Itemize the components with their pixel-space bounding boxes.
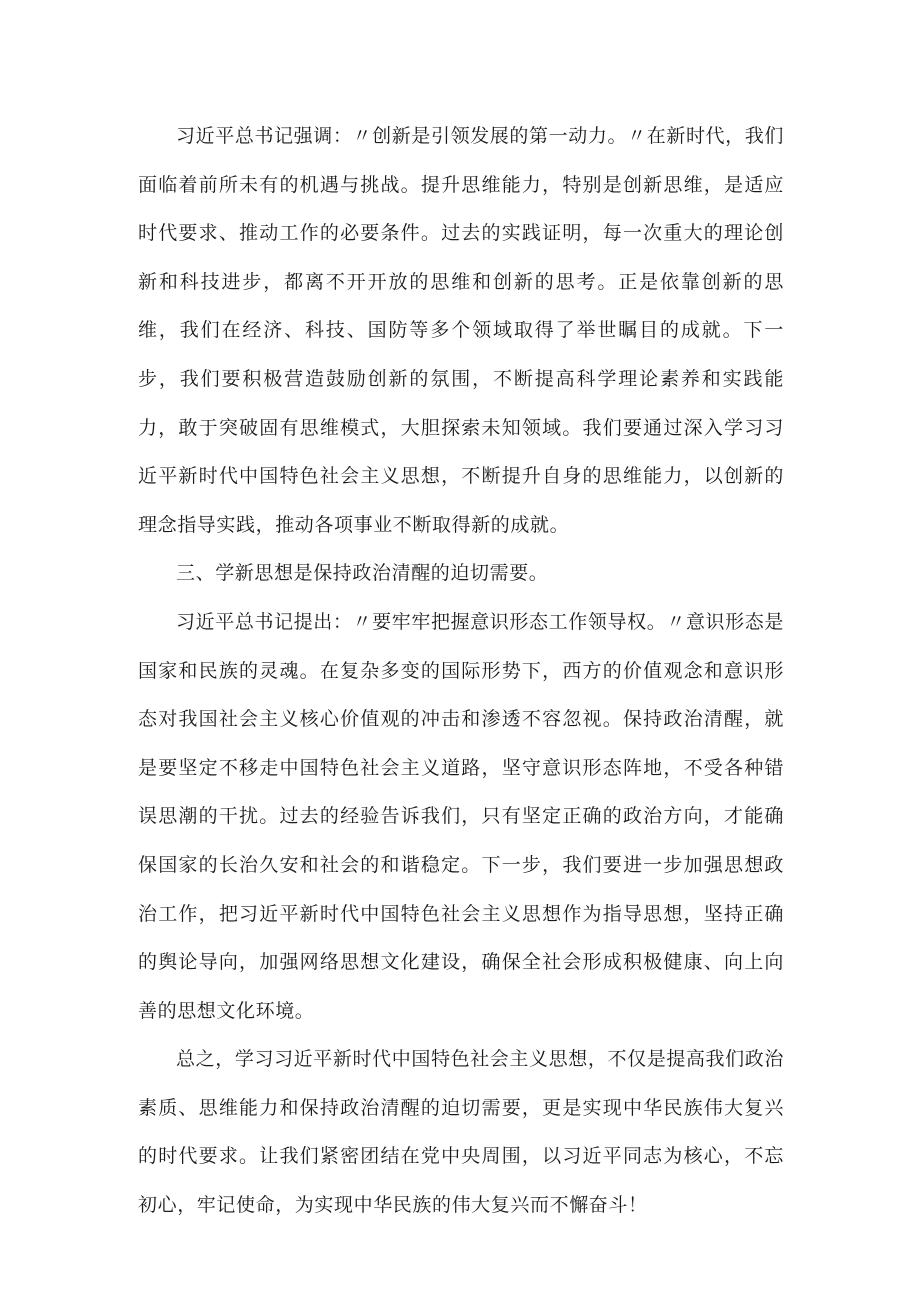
paragraph-conclusion: 总之，学习习近平新时代中国特色社会主义思想，不仅是提高我们政治素质、思维能力和保持政治清醒的迫切需要，更是实现中华民族伟大复兴的时代要求。让我们紧密团结在党中央周围，以习近平同志为核心，不忘初心，牢记使命，为实现中华民族的伟大复兴而不懈奋斗！ bbox=[138, 1048, 784, 1217]
document-body bbox=[138, 112, 784, 1230]
paragraph-ideology: 习近平总书记提出：〃要牢牢把握意识形态工作领导权。〃意识形态是国家和民族的灵魂。在复杂多变的国际形势下，西方的价值观念和意识形态对我国社会主义核心价值观的冲击和渗透不容忽视。保持政治清醒，就是要坚定不移走中国特色社会主义道路，坚守意识形态阵地，不受各种错误思潮的干扰。过去的经验告诉我们，只有坚定正确的政治方向，才能确保国家的长治久安和社会的和谐稳定。下一步，我们要进一步加强思想政治工作，把习近平新时代中国特色社会主义思想作为指导思想，坚持正确的舆论导向，加强网络思想文化建设，确保全社会形成积极健康、向上向善的思想文化环境。 bbox=[138, 610, 784, 1022]
section-heading-political-sobriety: 三、学新思想是保持政治清醒的迫切需要。 bbox=[176, 562, 549, 585]
paragraph-innovation: 习近平总书记强调：〃创新是引领发展的第一动力。〃在新时代，我们面临着前所未有的机遇与挑战。提升思维能力，特别是创新思维，是适应时代要求、推动工作的必要条件。过去的实践证明，每一次重大的理论创新和科技进步，都离不开开放的思维和创新的思考。正是依靠创新的思维，我们在经济、科技、国防等多个领域取得了举世瞩目的成就。下一步，我们要积极营造鼓励创新的氛围，不断提高科学理论素养和实践能力，敢于突破固有思维模式，大胆探索未知领域。我们要通过深入学习习近平新时代中国特色社会主义思想，不断提升自身的思维能力，以创新的理念指导实践，推动各项事业不断取得新的成就。 bbox=[138, 125, 784, 536]
